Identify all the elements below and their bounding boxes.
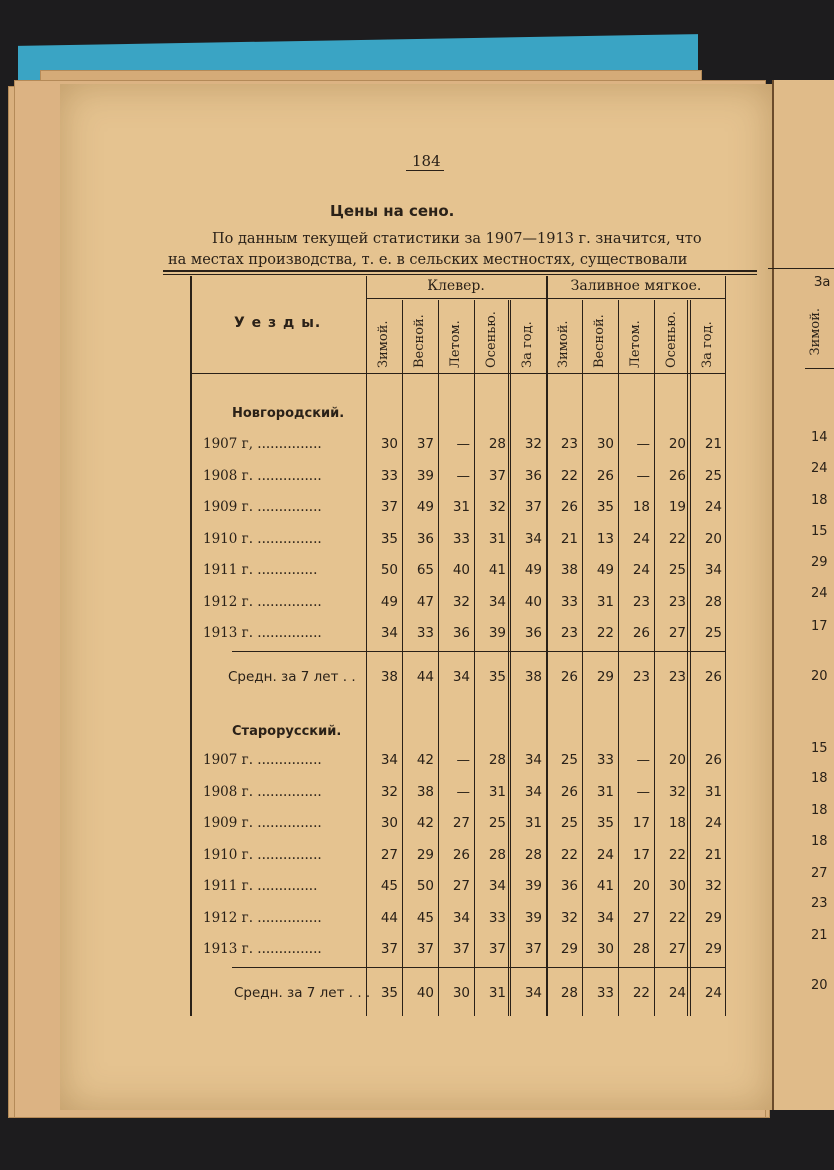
column-divider-double (508, 300, 509, 1016)
table-cell: 31 (596, 593, 614, 610)
header-subcol: Весной. (412, 314, 427, 368)
table-cell: 32 (668, 783, 686, 800)
table-cell: 29 (704, 941, 722, 957)
table-cell: 38 (560, 562, 578, 578)
table-cell: 22 (560, 846, 578, 863)
table-cell: 36 (524, 625, 542, 641)
table-cell: 25 (668, 562, 686, 578)
table-cell: 20 (704, 530, 722, 547)
column-divider (510, 300, 511, 1016)
table-left-border (190, 276, 192, 1016)
table-cell: 25 (560, 815, 578, 831)
facing-value: 27 (811, 866, 828, 881)
table-cell: 22 (560, 467, 578, 484)
facing-value: 17 (811, 619, 828, 634)
table-cell: 33 (380, 467, 398, 484)
table-cell: 37 (524, 499, 542, 515)
header-subcol: Летом. (448, 320, 463, 368)
table-cell: 27 (668, 941, 686, 957)
row-label: 1909 г. ............... (203, 815, 322, 831)
table-cell: 26 (704, 752, 722, 768)
table-cell: 17 (632, 815, 650, 831)
column-divider (474, 300, 475, 1016)
table-cell: 34 (524, 752, 542, 768)
table-cell: 39 (416, 467, 434, 484)
average-cell: 30 (452, 985, 470, 1001)
column-divider (725, 276, 726, 1016)
average-label: Средн. за 7 лет . . (228, 669, 356, 685)
table-cell: 28 (704, 593, 722, 610)
facing-page-rule (768, 268, 834, 269)
average-cell: 23 (668, 669, 686, 685)
table-cell: 30 (596, 941, 614, 957)
facing-header-fragment: За (814, 275, 831, 290)
page-number-underline (406, 170, 444, 171)
table-top-rule-2 (163, 274, 757, 275)
table-cell: 21 (704, 436, 722, 452)
table-cell: 18 (632, 499, 650, 515)
facing-value: 18 (811, 493, 828, 508)
header-uezdy: У е з д ы. (234, 315, 322, 331)
section-name: Новгородский. (232, 406, 345, 421)
table-cell: 22 (596, 625, 614, 641)
header-subcol: Зимой. (556, 320, 571, 368)
average-cell: 44 (416, 669, 434, 685)
table-cell: 35 (596, 815, 614, 831)
table-cell: 26 (596, 467, 614, 484)
table-cell: 40 (524, 593, 542, 610)
table-cell: 26 (452, 846, 470, 863)
table-cell: 49 (596, 562, 614, 578)
facing-value: 14 (811, 430, 828, 445)
header-subcol: За год. (700, 321, 715, 368)
header-subcol: Осенью. (484, 311, 499, 368)
table-cell: 37 (488, 467, 506, 484)
table-cell: 34 (380, 752, 398, 768)
table-cell: 47 (416, 593, 434, 610)
facing-value: 18 (811, 771, 828, 786)
table-cell: 28 (488, 752, 506, 768)
table-cell: 37 (416, 941, 434, 957)
table-cell: — (636, 467, 650, 484)
table-cell: 31 (524, 815, 542, 831)
facing-value: 23 (811, 896, 828, 911)
average-cell: 29 (596, 669, 614, 685)
table-cell: 49 (524, 562, 542, 578)
table-cell: 34 (380, 625, 398, 641)
table-cell: 24 (632, 530, 650, 547)
header-group-clover: Клевер. (427, 278, 485, 294)
row-label: 1911 г. .............. (203, 562, 318, 578)
facing-value: 18 (811, 834, 828, 849)
table-cell: 49 (416, 499, 434, 515)
table-cell: 38 (416, 783, 434, 800)
facing-value: 21 (811, 928, 828, 943)
table-cell: 31 (488, 530, 506, 547)
table-cell: — (456, 752, 470, 768)
column-divider (690, 300, 691, 1016)
column-divider (546, 276, 548, 1016)
table-cell: 37 (380, 499, 398, 515)
table-cell: 30 (668, 878, 686, 894)
column-divider (618, 300, 619, 1016)
table-cell: 36 (452, 625, 470, 641)
row-label: 1912 г. ............... (203, 909, 322, 926)
table-cell: 42 (416, 815, 434, 831)
facing-value: 24 (811, 461, 828, 476)
column-divider (438, 300, 439, 1016)
intro-line-1: По данным текущей статистики за 1907—1913 г. значится, что (212, 231, 702, 247)
table-cell: 45 (380, 878, 398, 894)
average-rule (232, 967, 726, 968)
column-divider (402, 300, 403, 1016)
table-cell: 25 (704, 467, 722, 484)
table-cell: 31 (452, 499, 470, 515)
table-cell: 26 (560, 499, 578, 515)
section-title: Цены на сено. (330, 202, 455, 220)
table-cell: 30 (596, 436, 614, 452)
row-label: 1908 г. ............... (203, 783, 322, 800)
table-cell: 37 (488, 941, 506, 957)
facing-value: 20 (811, 978, 828, 993)
table-cell: 26 (668, 467, 686, 484)
average-cell: 38 (380, 669, 398, 685)
table-cell: 29 (704, 909, 722, 926)
table-cell: 17 (632, 846, 650, 863)
table-cell: 20 (632, 878, 650, 894)
average-cell: 24 (668, 985, 686, 1001)
table-cell: 30 (380, 436, 398, 452)
row-label: 1908 г. ............... (203, 467, 322, 484)
table-cell: 42 (416, 752, 434, 768)
table-cell: 44 (380, 909, 398, 926)
table-cell: 32 (704, 878, 722, 894)
header-subcol: Осенью. (664, 311, 679, 368)
row-label: 1910 г. ............... (203, 846, 322, 863)
table-cell: 35 (596, 499, 614, 515)
table-cell: 34 (524, 530, 542, 547)
table-cell: 36 (416, 530, 434, 547)
table-cell: 34 (488, 593, 506, 610)
page-number: 184 (412, 152, 441, 170)
intro-line-2: на местах производства, т. е. в сельских местностях, существовали (168, 252, 688, 268)
group-header-rule (366, 298, 726, 299)
row-label: 1911 г. .............. (203, 878, 318, 894)
facing-value: 15 (811, 524, 828, 539)
table-cell: 27 (452, 878, 470, 894)
facing-subcol-fragment: Зимой. (808, 308, 823, 356)
table-cell: 65 (416, 562, 434, 578)
average-rule (232, 651, 726, 652)
average-cell: 35 (488, 669, 506, 685)
row-label: 1907 г. ............... (203, 752, 322, 768)
facing-value: 18 (811, 803, 828, 818)
average-cell: 26 (704, 669, 722, 685)
table-cell: 32 (524, 436, 542, 452)
average-cell: 24 (704, 985, 722, 1001)
table-cell: 31 (488, 783, 506, 800)
table-cell: 28 (488, 846, 506, 863)
column-divider (654, 300, 655, 1016)
table-cell: 41 (488, 562, 506, 578)
average-cell: 35 (380, 985, 398, 1001)
table-cell: — (636, 783, 650, 800)
average-cell: 38 (524, 669, 542, 685)
table-cell: 22 (668, 530, 686, 547)
section-name: Старорусский. (232, 724, 342, 739)
table-cell: 20 (668, 436, 686, 452)
table-cell: 25 (488, 815, 506, 831)
average-cell: 23 (632, 669, 650, 685)
table-cell: 24 (596, 846, 614, 863)
row-label: 1907 г, ............... (203, 436, 322, 452)
table-cell: 25 (560, 752, 578, 768)
table-cell: 21 (560, 530, 578, 547)
table-cell: 28 (524, 846, 542, 863)
table-cell: 34 (596, 909, 614, 926)
table-cell: 37 (416, 436, 434, 452)
table-cell: 36 (560, 878, 578, 894)
column-divider (582, 300, 583, 1016)
table-cell: 19 (668, 499, 686, 515)
table-cell: 49 (380, 593, 398, 610)
table-cell: — (456, 467, 470, 484)
table-cell: 31 (596, 783, 614, 800)
table-cell: 34 (524, 783, 542, 800)
table-cell: — (636, 436, 650, 452)
table-cell: 45 (416, 909, 434, 926)
facing-value: 20 (811, 669, 828, 684)
table-cell: — (456, 783, 470, 800)
table-cell: 34 (488, 878, 506, 894)
table-cell: 29 (416, 846, 434, 863)
facing-value: 24 (811, 586, 828, 601)
table-cell: 35 (380, 530, 398, 547)
facing-value: 29 (811, 555, 828, 570)
row-label: 1913 г. ............... (203, 941, 322, 957)
average-cell: 40 (416, 985, 434, 1001)
table-top-rule (163, 270, 757, 272)
average-cell: 34 (524, 985, 542, 1001)
table-cell: 24 (704, 499, 722, 515)
facing-header-rule (805, 368, 834, 369)
table-cell: 50 (416, 878, 434, 894)
header-subcol: Весной. (592, 314, 607, 368)
table-cell: 32 (560, 909, 578, 926)
table-cell: 33 (488, 909, 506, 926)
facing-value: 15 (811, 741, 828, 756)
average-label: Средн. за 7 лет . . . (234, 985, 371, 1001)
average-cell: 31 (488, 985, 506, 1001)
table-cell: — (456, 436, 470, 452)
table-cell: 39 (524, 909, 542, 926)
table-cell: 27 (452, 815, 470, 831)
table-cell: 23 (560, 625, 578, 641)
row-label: 1909 г. ............... (203, 499, 322, 515)
row-label: 1912 г. ............... (203, 593, 322, 610)
header-subcol: Летом. (628, 320, 643, 368)
table-cell: 33 (560, 593, 578, 610)
table-cell: 50 (380, 562, 398, 578)
table-cell: 30 (380, 815, 398, 831)
table-cell: 33 (416, 625, 434, 641)
table-cell: 27 (632, 909, 650, 926)
table-cell: 39 (488, 625, 506, 641)
table-cell: 37 (380, 941, 398, 957)
average-cell: 26 (560, 669, 578, 685)
table-cell: 18 (668, 815, 686, 831)
table-cell: 32 (452, 593, 470, 610)
header-subcol: За год. (520, 321, 535, 368)
average-cell: 33 (596, 985, 614, 1001)
table-cell: 32 (380, 783, 398, 800)
header-subcol: Зимой. (376, 320, 391, 368)
table-cell: 40 (452, 562, 470, 578)
table-cell: 24 (704, 815, 722, 831)
table-cell: 13 (596, 530, 614, 547)
table-cell: 34 (452, 909, 470, 926)
table-cell: 24 (632, 562, 650, 578)
table-cell: 31 (704, 783, 722, 800)
row-label: 1913 г. ............... (203, 625, 322, 641)
table-cell: 32 (488, 499, 506, 515)
table-cell: 27 (668, 625, 686, 641)
table-cell: 34 (704, 562, 722, 578)
table-cell: 23 (632, 593, 650, 610)
table-cell: 20 (668, 752, 686, 768)
table-cell: 37 (452, 941, 470, 957)
row-label: 1910 г. ............... (203, 530, 322, 547)
header-group-meadow: Заливное мягкое. (570, 278, 702, 294)
table-cell: 28 (632, 941, 650, 957)
table-cell: 21 (704, 846, 722, 863)
table-cell: 26 (560, 783, 578, 800)
table-cell: 22 (668, 846, 686, 863)
column-divider-double (687, 300, 688, 1016)
table-cell: 39 (524, 878, 542, 894)
table-cell: 23 (560, 436, 578, 452)
average-cell: 22 (632, 985, 650, 1001)
table-cell: 36 (524, 467, 542, 484)
table-cell: 28 (488, 436, 506, 452)
table-cell: 37 (524, 941, 542, 957)
table-cell: 33 (452, 530, 470, 547)
table-cell: 22 (668, 909, 686, 926)
table-cell: 23 (668, 593, 686, 610)
table-cell: — (636, 752, 650, 768)
table-cell: 27 (380, 846, 398, 863)
header-bottom-rule (190, 373, 726, 374)
table-cell: 26 (632, 625, 650, 641)
table-cell: 29 (560, 941, 578, 957)
average-cell: 28 (560, 985, 578, 1001)
table-cell: 33 (596, 752, 614, 768)
table-cell: 41 (596, 878, 614, 894)
column-divider (366, 276, 367, 1016)
table-cell: 25 (704, 625, 722, 641)
average-cell: 34 (452, 669, 470, 685)
